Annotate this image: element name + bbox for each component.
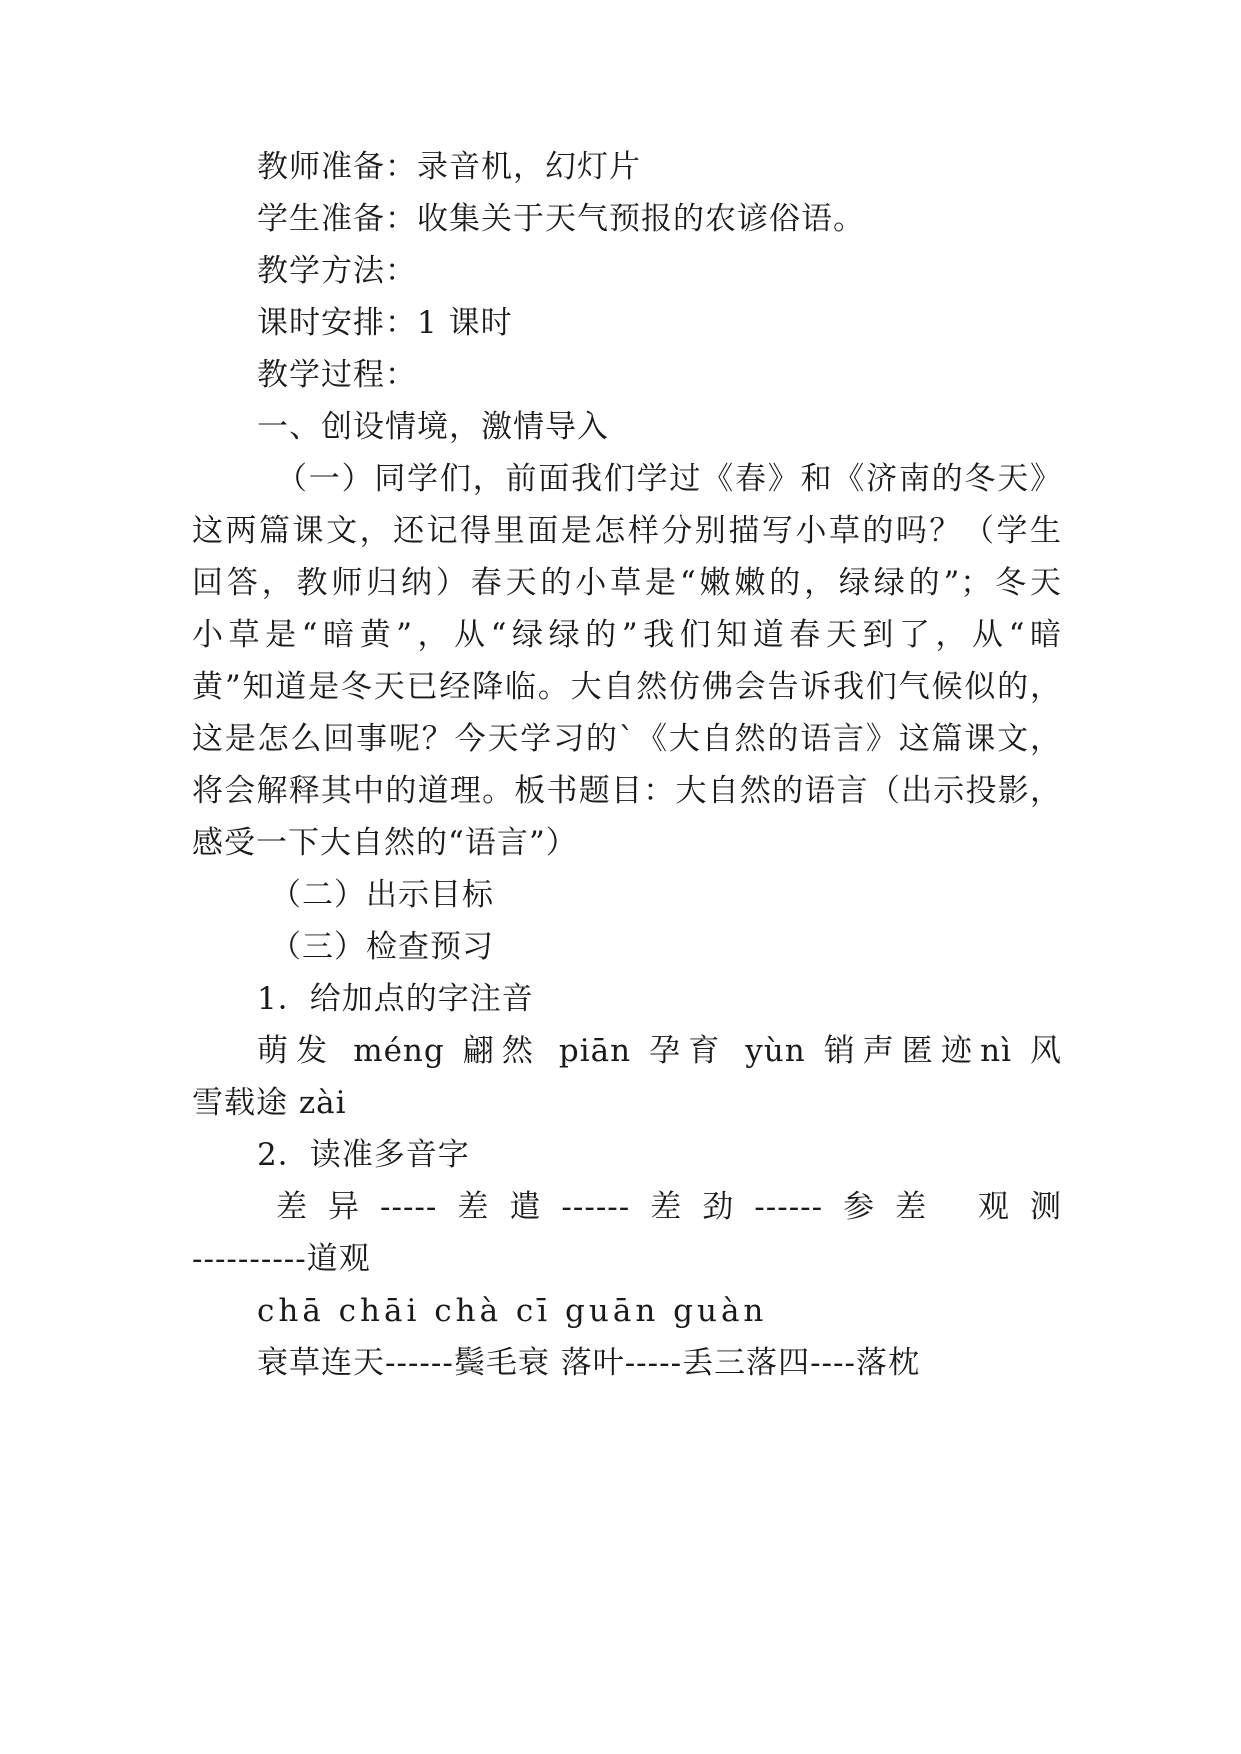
item-two-heading: 2．读准多音字: [257, 1137, 470, 1173]
item-one-heading: 1．给加点的字注音: [257, 981, 534, 1017]
paragraph-line: 回答，教师归纳）春天的小草是“嫩嫩的，绿绿的”；冬天: [192, 565, 1062, 601]
student-prep-line: 学生准备：收集关于天气预报的农谚俗语。: [257, 201, 865, 237]
paragraph-line: （一）同学们，前面我们学过《春》和《济南的冬天》: [276, 461, 1062, 497]
polyphone-pinyin-line: chā chāi chà cī guān guàn: [257, 1293, 768, 1329]
polyphone-line: ----------道观: [192, 1241, 371, 1277]
subsection-three-heading: （三）检查预习: [270, 929, 494, 965]
paragraph-line: 这两篇课文，还记得里面是怎样分别描写小草的吗？（学生: [192, 513, 1062, 549]
pinyin-line: 雪载途 zài: [192, 1085, 347, 1121]
paragraph-line: 感受一下大自然的“语言”）: [192, 825, 578, 861]
teacher-prep-line: 教师准备：录音机，幻灯片: [257, 149, 641, 185]
teaching-process-heading: 教学过程：: [257, 357, 417, 393]
paragraph-line: 黄”知道是冬天已经降临。大自然仿佛会告诉我们气候似的，: [192, 669, 1062, 705]
pinyin-line: 萌发 méng 翩然 piān 孕育 yùn 销声匿迹nì 风: [257, 1033, 1062, 1069]
polyphone-line: 衰草连天------鬓毛衰 落叶-----丢三落四----落枕: [257, 1345, 920, 1381]
class-schedule-line: 课时安排：1 课时: [257, 305, 513, 341]
teaching-method-line: 教学方法：: [257, 253, 417, 289]
subsection-two-heading: （二）出示目标: [270, 877, 494, 913]
polyphone-line: 差异-----差遣------差劲------参差 观测: [276, 1189, 1062, 1225]
section-one-heading: 一、创设情境，激情导入: [257, 409, 609, 445]
paragraph-line: 这是怎么回事呢？今天学习的`《大自然的语言》这篇课文，: [192, 721, 1062, 757]
paragraph-line: 将会解释其中的道理。板书题目：大自然的语言（出示投影，: [192, 773, 1062, 809]
paragraph-line: 小草是“暗黄”，从“绿绿的”我们知道春天到了，从“暗: [192, 617, 1062, 653]
